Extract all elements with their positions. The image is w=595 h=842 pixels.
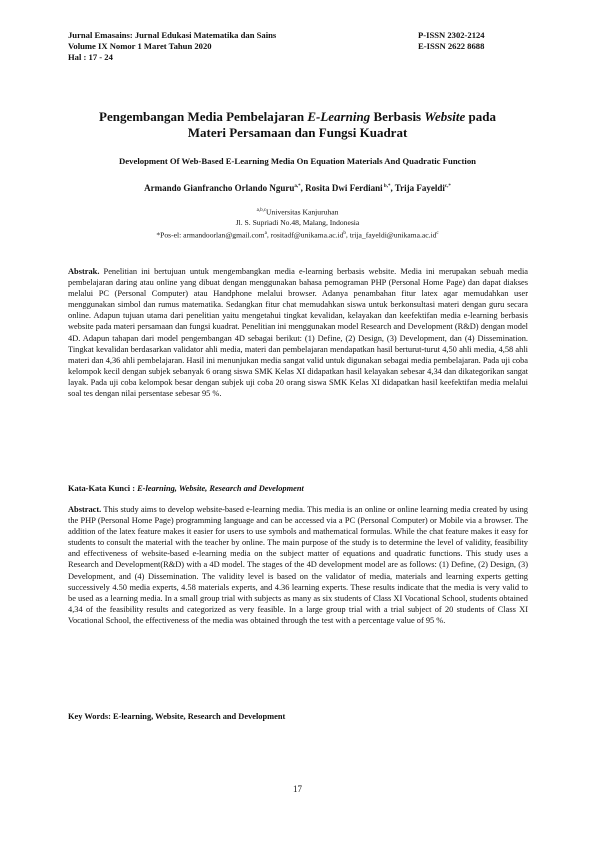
abstract-body: Penelitian ini bertujuan untuk mengembangkan media e-learning berbasis website. Media ini merupakan sebuah media pembelajaran daring atau online yang dibuat dengan menggunakan bahasa pemograman PHP (Personal Home Page) dan dapat diakses melalui PC (Personal Computer) atau Handphone melalui browser. Adanya penambahan fitur latex agar memudahkan user menggunakan simbol dan rumus matematika. Sedangkan fitur chat memudahkan siswa untuk berkonsultasi materi dengan guru secara online. Adapun tujuan utama dari penelitian yaitu mengetahui tingkat kevalidan, kelayakan dan keefektifan media e-learning berbasis website pada materi persamaan dan fungsi kuadrat. Penelitian ini menggunakan model Research and Development (R&D) dengan model 4D. Adapun tahapan dari model pengembangan 4D sebagai berikut: (1) Define, (2) Design, (3) Development, dan (4) Dissemination. Tingkat kevalidan berdasarkan validator ahli media, materi dan pembelajaran mendapatkan hasil berturut-turut 4,50 ahli media, 4,58 ahli materi dan 4,36 ahli pembelajaran. Hasil ini menunjukan media sangat valid untuk digunakan sebagai media pembelajaran. Pada uji coba kelompok kecil dengan subjek sebanyak 6 orang siswa SMK Kelas XI didapatkan hasil kelayakan sebesar 4,34 dan dikategorikan sangat layak. Pada uji coba kelompok besar dengan subjek uji coba 20 orang siswa SMK Kelas XI didapatkan hasil keefektifan media melalui soal tes dengan nilai persentase sebesar 95 %. [68, 267, 528, 399]
email-sup: a [264, 230, 267, 236]
author-sup: b,* [382, 184, 391, 189]
page-range: Hal : 17 - 24 [68, 52, 113, 62]
keywords-english: Key Words: E-learning, Website, Research and Development [68, 712, 286, 721]
title-italic: Website [424, 109, 466, 124]
abstract-label: Abstrak. [68, 267, 100, 276]
title-italic: E-Learning [307, 109, 371, 124]
email-sup: b [343, 230, 346, 236]
abstract-english [68, 504, 528, 626]
address: Jl. S. Supriadi No.48, Malang, Indonesia [235, 218, 360, 228]
title-text: Pengembangan Media Pembelajaran [99, 109, 308, 124]
keywords-indonesian [68, 484, 304, 493]
running-header [68, 30, 528, 63]
author: , Rosita Dwi Ferdiani [300, 183, 383, 193]
english-title: Development Of Web-Based E-Learning Media On Equation Materials And Quadratic Function [118, 156, 476, 166]
title-text: Berbasis [370, 109, 425, 124]
page-number: 17 [293, 784, 302, 794]
abstract-label: Abstract. [68, 505, 102, 514]
affil-sup: a,b,c [256, 208, 267, 213]
pissn: P-ISSN 2302-2124 [418, 30, 485, 40]
title-line2: Materi Persamaan dan Fungsi Kuadrat [187, 125, 408, 140]
author: , Trija Fayeldi [390, 183, 445, 193]
affiliation [60, 206, 535, 241]
email-text: , trija_fayeldi@unikama.ac.id [345, 230, 437, 240]
email-text: *Pos-el: armandoorlan@gmail.com [156, 230, 265, 240]
abstract-body: This study aims to develop website-based e-learning media. This media is an online or online learning media created by using the PHP (Personal Home Page) programming language and can be accessed via a PC (Personal Computer) or Mobile via a browser. The addition of the latex feature makes it easier for users to use symbols and mathematical formulas. While the chat feature makes it easy for students to consult the material with the teacher by online. The main purpose of the study is to determine the level of validity, feasibility and effectiveness of website-based e-learning media on the subject matter of equations and quadratic functions. This study uses a Research and Development(R&D) with a 4D model. The stages of the 4D development model are as follows: (1) Define, (2) Design, (3) Development, and (4) Dissemination. The validity level is based on the validator of media, materials and learning experts getting successively 4.50 media experts, 4.58 materials experts, and 4.36 learning experts. These results indicate that the media is very valid to be used as a learning media. In a small group trial with subjects as many as six students of Class XI Vocational School, students obtained 4,34 of the feasibility results and categorized as very feasible. In a large group trial with a trial subject of 20 students of Class XI Vocational School, the effectiveness of the media was obtained through the test with a percentage value of 95 %. [68, 505, 528, 625]
journal-name: Jurnal Emasains: Jurnal Edukasi Matematika dan Sains [68, 30, 277, 40]
author: Armando Gianfrancho Orlando Nguru [144, 183, 295, 193]
author-list [60, 183, 535, 193]
keywords-values: E-learning, Website, Research and Development [137, 484, 304, 493]
volume-info: Volume IX Nomor 1 Maret Tahun 2020 [68, 41, 212, 51]
university: Universitas Kanjuruhan [266, 207, 339, 217]
abstract-indonesian [68, 266, 528, 399]
keywords-label: Kata-Kata Kunci : [68, 484, 138, 493]
author-sup: c,* [444, 184, 451, 189]
title-text: pada [465, 109, 496, 124]
author-sup: a,* [294, 184, 301, 189]
eissn: E-ISSN 2622 8688 [418, 41, 485, 51]
email-sup: c [436, 230, 439, 236]
paper-title [60, 109, 535, 141]
emails [60, 229, 535, 241]
email-text: , rositadf@unikama.ac.id [266, 230, 344, 240]
